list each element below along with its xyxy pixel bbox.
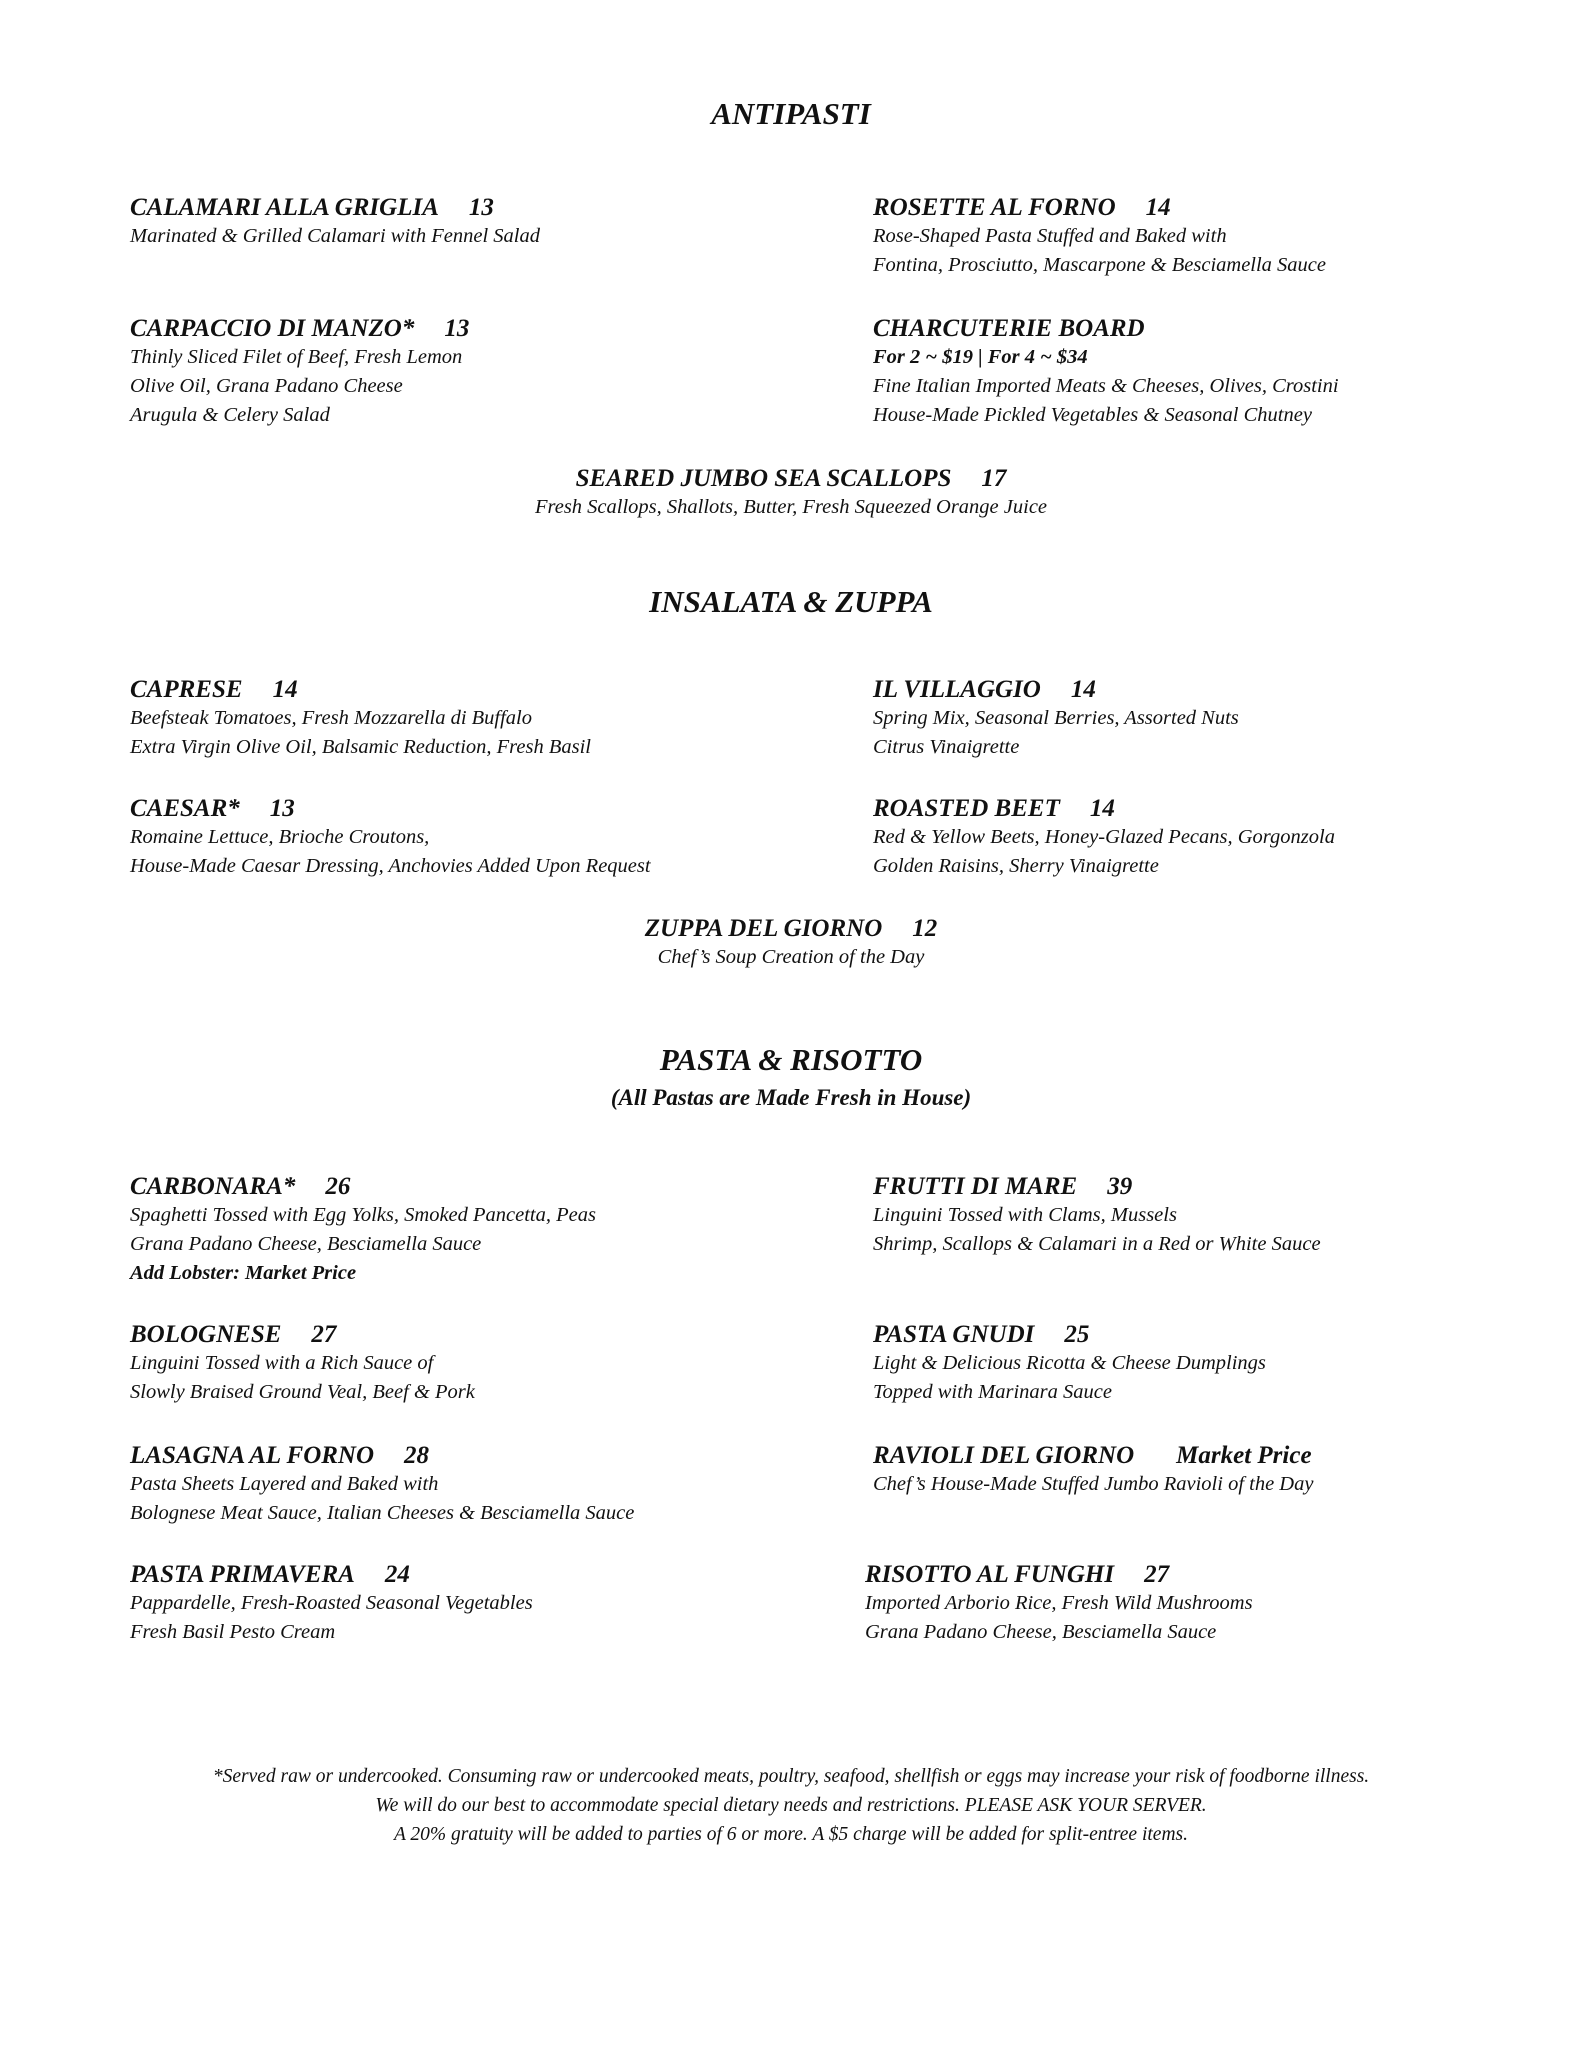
item-description: Bolognese Meat Sauce, Italian Cheeses & Besciamella Sauce	[130, 1502, 635, 1524]
item-description: Shrimp, Scallops & Calamari in a Red or White Sauce	[873, 1233, 1321, 1255]
item-price: 28	[404, 1442, 430, 1469]
footer-line: A 20% gratuity will be added to parties of 6 or more. A $5 charge will be added for split-entree items.	[393, 1824, 1188, 1845]
item-description: Pasta Sheets Layered and Baked with	[130, 1473, 439, 1495]
menu-item	[130, 1173, 596, 1288]
item-name: PASTA GNUDI 25	[873, 1321, 1090, 1348]
item-description: Grana Padano Cheese, Besciamella Sauce	[865, 1621, 1217, 1643]
footer-notes	[0, 1762, 1582, 1849]
item-description: Olive Oil, Grana Padano Cheese	[130, 375, 403, 397]
item-description: Linguini Tossed with Clams, Mussels	[873, 1204, 1177, 1226]
item-name: CARBONARA* 26	[130, 1173, 351, 1200]
item-price: 13	[444, 315, 470, 342]
item-description: Fresh Basil Pesto Cream	[130, 1621, 336, 1643]
menu-item	[873, 194, 1326, 280]
item-description: Beefsteak Tomatoes, Fresh Mozzarella di Buffalo	[130, 707, 532, 729]
item-price: 13	[269, 795, 295, 822]
item-description: Extra Virgin Olive Oil, Balsamic Reduction, Fresh Basil	[130, 736, 591, 758]
item-name: PASTA PRIMAVERA 24	[130, 1561, 410, 1588]
footer-line: We will do our best to accommodate special dietary needs and restrictions. PLEASE ASK YOUR SERVER.	[375, 1795, 1207, 1816]
menu-item	[130, 1561, 533, 1647]
pasta-subtitle: (All Pastas are Made Fresh in House)	[610, 1085, 972, 1110]
item-description: Imported Arborio Rice, Fresh Wild Mushrooms	[865, 1592, 1253, 1614]
item-name: CARPACCIO DI MANZO* 13	[130, 315, 470, 342]
item-description: Light & Delicious Ricotta & Cheese Dumplings	[873, 1352, 1266, 1374]
item-price: 39	[1107, 1173, 1133, 1200]
item-description: Golden Raisins, Sherry Vinaigrette	[873, 855, 1159, 877]
item-description: Chef’s Soup Creation of the Day	[657, 946, 925, 968]
item-description: Romaine Lettuce, Brioche Croutons,	[130, 826, 430, 848]
insalata-title: INSALATA & ZUPPA	[649, 584, 933, 619]
item-name: CAESAR* 13	[130, 795, 295, 822]
item-description: Fontina, Prosciutto, Mascarpone & Besciamella Sauce	[873, 254, 1327, 276]
item-addon: Add Lobster: Market Price	[130, 1262, 357, 1284]
item-description: Slowly Braised Ground Veal, Beef & Pork	[130, 1381, 475, 1403]
item-name: SEARED JUMBO SEA SCALLOPS 17	[575, 465, 1007, 492]
menu-item	[130, 676, 591, 762]
menu-item	[873, 1173, 1321, 1259]
item-price: 14	[272, 676, 298, 703]
menu-item	[865, 1561, 1253, 1647]
item-price: 27	[311, 1321, 337, 1348]
item-description: Red & Yellow Beets, Honey-Glazed Pecans, Gorgonzola	[873, 826, 1335, 848]
menu-item	[873, 795, 1335, 881]
item-description: Citrus Vinaigrette	[873, 736, 1020, 758]
item-description: House-Made Pickled Vegetables & Seasonal Chutney	[873, 404, 1312, 426]
item-name: FRUTTI DI MARE 39	[873, 1173, 1133, 1200]
item-name: BOLOGNESE 27	[130, 1321, 337, 1348]
item-price: 14	[1070, 676, 1096, 703]
item-description: Arugula & Celery Salad	[130, 404, 330, 426]
item-description: Fresh Scallops, Shallots, Butter, Fresh Squeezed Orange Juice	[534, 496, 1048, 518]
item-description: Grana Padano Cheese, Besciamella Sauce	[130, 1233, 482, 1255]
menu-item	[130, 1442, 634, 1528]
item-price: 26	[325, 1173, 351, 1200]
item-name: CAPRESE 14	[130, 676, 298, 703]
item-description: Spaghetti Tossed with Egg Yolks, Smoked Pancetta, Peas	[130, 1204, 596, 1226]
item-price: 17	[981, 465, 1007, 492]
item-name: RAVIOLI DEL GIORNO Market Price	[873, 1442, 1312, 1469]
menu-item	[873, 1442, 1313, 1499]
item-name: CALAMARI ALLA GRIGLIA 13	[130, 194, 494, 221]
menu-item	[873, 315, 1339, 430]
item-description: Topped with Marinara Sauce	[873, 1381, 1112, 1403]
item-price: 27	[1144, 1561, 1170, 1588]
menu-item	[0, 915, 1582, 972]
item-description: Marinated & Grilled Calamari with Fennel Salad	[130, 225, 540, 247]
menu-item	[873, 1321, 1266, 1407]
item-description: Rose-Shaped Pasta Stuffed and Baked with	[873, 225, 1227, 247]
item-name: CHARCUTERIE BOARD	[873, 315, 1145, 342]
item-price: 25	[1064, 1321, 1090, 1348]
menu-item	[873, 676, 1239, 762]
menu-item	[130, 315, 469, 430]
item-description: House-Made Caesar Dressing, Anchovies Added Upon Request	[130, 855, 651, 877]
item-price: 13	[468, 194, 494, 221]
pasta-title: PASTA & RISOTTO	[659, 1042, 923, 1077]
menu-item	[130, 1321, 475, 1407]
item-description: Chef’s House-Made Stuffed Jumbo Ravioli of the Day	[873, 1473, 1314, 1495]
item-pricing: For 2 ~ $19 | For 4 ~ $34	[873, 346, 1088, 368]
item-price: 12	[912, 915, 938, 942]
footer-line: *Served raw or undercooked. Consuming raw or undercooked meats, poultry, seafood, shellfish or eggs may increase your risk of foodborne illness.	[212, 1766, 1370, 1787]
item-description: Thinly Sliced Filet of Beef, Fresh Lemon	[130, 346, 463, 368]
item-description: Spring Mix, Seasonal Berries, Assorted Nuts	[873, 707, 1239, 729]
item-name: IL VILLAGGIO 14	[873, 676, 1096, 703]
antipasti-title: ANTIPASTI	[711, 96, 871, 131]
item-description: Fine Italian Imported Meats & Cheeses, Olives, Crostini	[873, 375, 1339, 397]
item-name: RISOTTO AL FUNGHI 27	[865, 1561, 1170, 1588]
item-price: 14	[1089, 795, 1115, 822]
item-description: Pappardelle, Fresh-Roasted Seasonal Vegetables	[130, 1592, 533, 1614]
item-name: LASAGNA AL FORNO 28	[130, 1442, 430, 1469]
item-name: ROASTED BEET 14	[873, 795, 1115, 822]
menu-item	[130, 795, 651, 881]
item-description: Linguini Tossed with a Rich Sauce of	[130, 1352, 434, 1374]
item-price: 14	[1145, 194, 1171, 221]
item-name: ZUPPA DEL GIORNO 12	[644, 915, 938, 942]
item-name: ROSETTE AL FORNO 14	[873, 194, 1171, 221]
item-price: 24	[384, 1561, 410, 1588]
menu-item	[0, 465, 1582, 522]
item-price: Market Price	[1176, 1442, 1312, 1469]
menu-item	[130, 194, 540, 251]
